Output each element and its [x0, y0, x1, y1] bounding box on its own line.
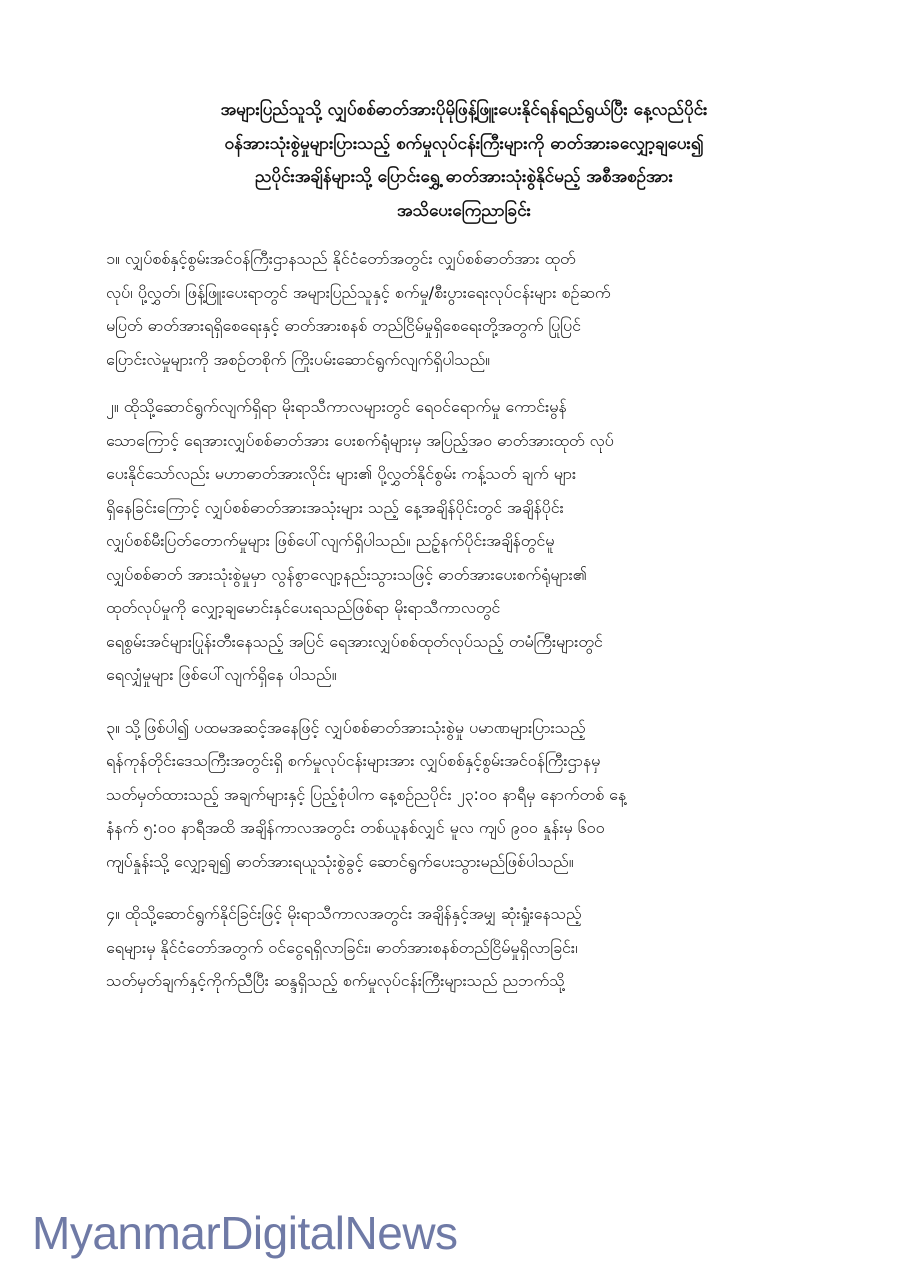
title-line: ဝန်အားသုံးစွဲမှုများပြားသည့် စက်မှုလုပ်ငန်းကြီးများကို ဓာတ်အားခလျှော့ချပေး၍: [224, 133, 704, 154]
paragraph-2: [106, 390, 832, 692]
paragraph-line: ၂။ ထိုသို့ဆောင်ရွက်လျက်ရှိရာ မိုးရာသီကာလများတွင် ရေဝင်ရောက်မှု ကောင်းမွန်: [106, 397, 567, 416]
paragraph-line: ရန်ကုန်တိုင်းဒေသကြီးအတွင်းရှိ စက်မှုလုပ်ငန်းများအား လျှပ်စစ်နှင့်စွမ်းအင်ဝန်ကြီးဌာနမှ: [106, 751, 601, 770]
document-title: [66, 94, 862, 228]
paragraph-line: သောကြောင့် ရေအားလျှပ်စစ်ဓာတ်အား ပေးစက်ရုံများမှ အပြည့်အဝ ဓာတ်အားထုတ် လုပ်: [106, 430, 614, 450]
paragraph-line: သတ်မှတ်ချက်နှင့်ကိုက်ညီပြီး ဆန္ဒရှိသည့် စက်မှုလုပ်ငန်းကြီးများသည် ညဘက်သို့: [106, 971, 565, 990]
title-line: ညပိုင်းအချိန်များသို့ ပြောင်းရွှေ့ ဓာတ်အားသုံးစွဲနိုင်မည့် အစီအစဉ်အား: [255, 167, 673, 187]
paragraph-line: ၄။ ထိုသို့ဆောင်ရွက်နိုင်ခြင်းဖြင့် မိုးရာသီကာလအတွင်း အချိန်နှင့်အမျှ ဆုံးရှုံးနေသည့်: [106, 904, 582, 923]
title-line: အများပြည်သူသို့ လျှပ်စစ်ဓာတ်အားပိုမိုဖြန့်ဖြူးပေးနိုင်ရန်ရည်ရွယ်ပြီး နေ့လည်ပိုင်း: [220, 100, 708, 120]
paragraph-3: [106, 711, 832, 879]
paragraph-line: ၃။ သို့ဖြစ်ပါ၍ ပထမအဆင့်အနေဖြင့် လျှပ်စစ်ဓာတ်အားသုံးစွဲမှု ပမာဏများပြားသည့်: [106, 717, 586, 737]
paragraph-line: သတ်မှတ်ထားသည့် အချက်များနှင့် ပြည့်စုံပါက နေ့စဉ်ညပိုင်း ၂၃:၀၀ နာရီမှ နောက်တစ် နေ့: [106, 784, 627, 804]
paragraph-line: လုပ်၊ ပို့လွှတ်၊ ဖြန့်ဖြူးပေးရာတွင် အများပြည်သူနှင့် စက်မှု/စီးပွားရေးလုပ်ငန်းများ စဉ်ဆက်: [106, 282, 611, 302]
paragraph-1: [106, 242, 832, 376]
paragraph-line: ထုတ်လုပ်မှုကို လျှော့ချမောင်းနှင်ပေးရသည်ဖြစ်ရာ မိုးရာသီကာလတွင်: [106, 598, 501, 617]
paragraph-line: လျှပ်စစ်ဓာတ် အားသုံးစွဲမှုမှာ လွန်စွာလျော့နည်းသွားသဖြင့် ဓာတ်အားပေးစက်ရုံများ၏: [106, 564, 587, 584]
paragraph-line: ၁။ လျှပ်စစ်နှင့်စွမ်းအင်ဝန်ကြီးဌာနသည် နိုင်ငံတော်အတွင်း လျှပ်စစ်ဓာတ်အား ထုတ်: [106, 249, 576, 268]
paragraph-line: လျှပ်စစ်မီးပြတ်တောက်မှုများ ဖြစ်ပေါ်လျက်ရှိပါသည်။ ညဉ့်နက်ပိုင်းအချိန်တွင်မူ: [106, 531, 555, 550]
paragraph-line: ရေစွမ်းအင်များပြုန်းတီးနေသည့် အပြင် ရေအားလျှပ်စစ်ထုတ်လုပ်သည့် တမံကြီးများတွင်: [106, 631, 603, 651]
paragraph-line: ရေများမှ နိုင်ငံတော်အတွက် ဝင်ငွေရရှိလာခြင်း၊ ဓာတ်အားစနစ်တည်ငြိမ်မှုရှိလာခြင်း၊: [106, 937, 578, 957]
title-line: အသိပေးကြေညာခြင်း: [397, 200, 531, 221]
paragraph-line: ကျပ်နှုန်းသို့ လျှော့ချ၍ ဓာတ်အားရယူသုံးစွဲခွင့် ဆောင်ရွက်ပေးသွားမည်ဖြစ်ပါသည်။: [106, 851, 574, 871]
paragraph-line: နံနက် ၅:၀၀ နာရီအထိ အချိန်ကာလအတွင်း တစ်ယူနစ်လျှင် မူလ ကျပ် ၉၀၀ နှုန်းမှ ၆၀၀: [106, 818, 605, 837]
paragraph-line: ရေလျှံမှုများ ဖြစ်ပေါ်လျက်ရှိနေ ပါသည်။: [106, 665, 337, 684]
paragraph-line: ပြောင်းလဲမှုများကို အစဉ်တစိုက် ကြိုးပမ်းဆောင်ရွက်လျက်ရှိပါသည်။: [106, 349, 491, 369]
paragraph-4: [106, 897, 832, 998]
paragraph-line: မပြတ် ဓာတ်အားရရှိစေရေးနှင့် ဓာတ်အားစနစ် တည်ငြိမ်မှုရှိစေရေးတို့အတွက် ပြုပြင်: [106, 316, 581, 335]
paragraph-line: ပေးနိုင်သော်လည်း မဟာဓာတ်အားလိုင်း များ၏ ပို့လွှတ်နိုင်စွမ်း ကန့်သတ် ချက် များ: [106, 464, 577, 483]
paragraph-line: ရှိနေခြင်းကြောင့် လျှပ်စစ်ဓာတ်အားအသုံးများ သည့် နေ့အချိန်ပိုင်းတွင် အချိန်ပိုင်း: [106, 497, 564, 517]
watermark: MyanmarDigitalNews: [32, 1207, 458, 1259]
